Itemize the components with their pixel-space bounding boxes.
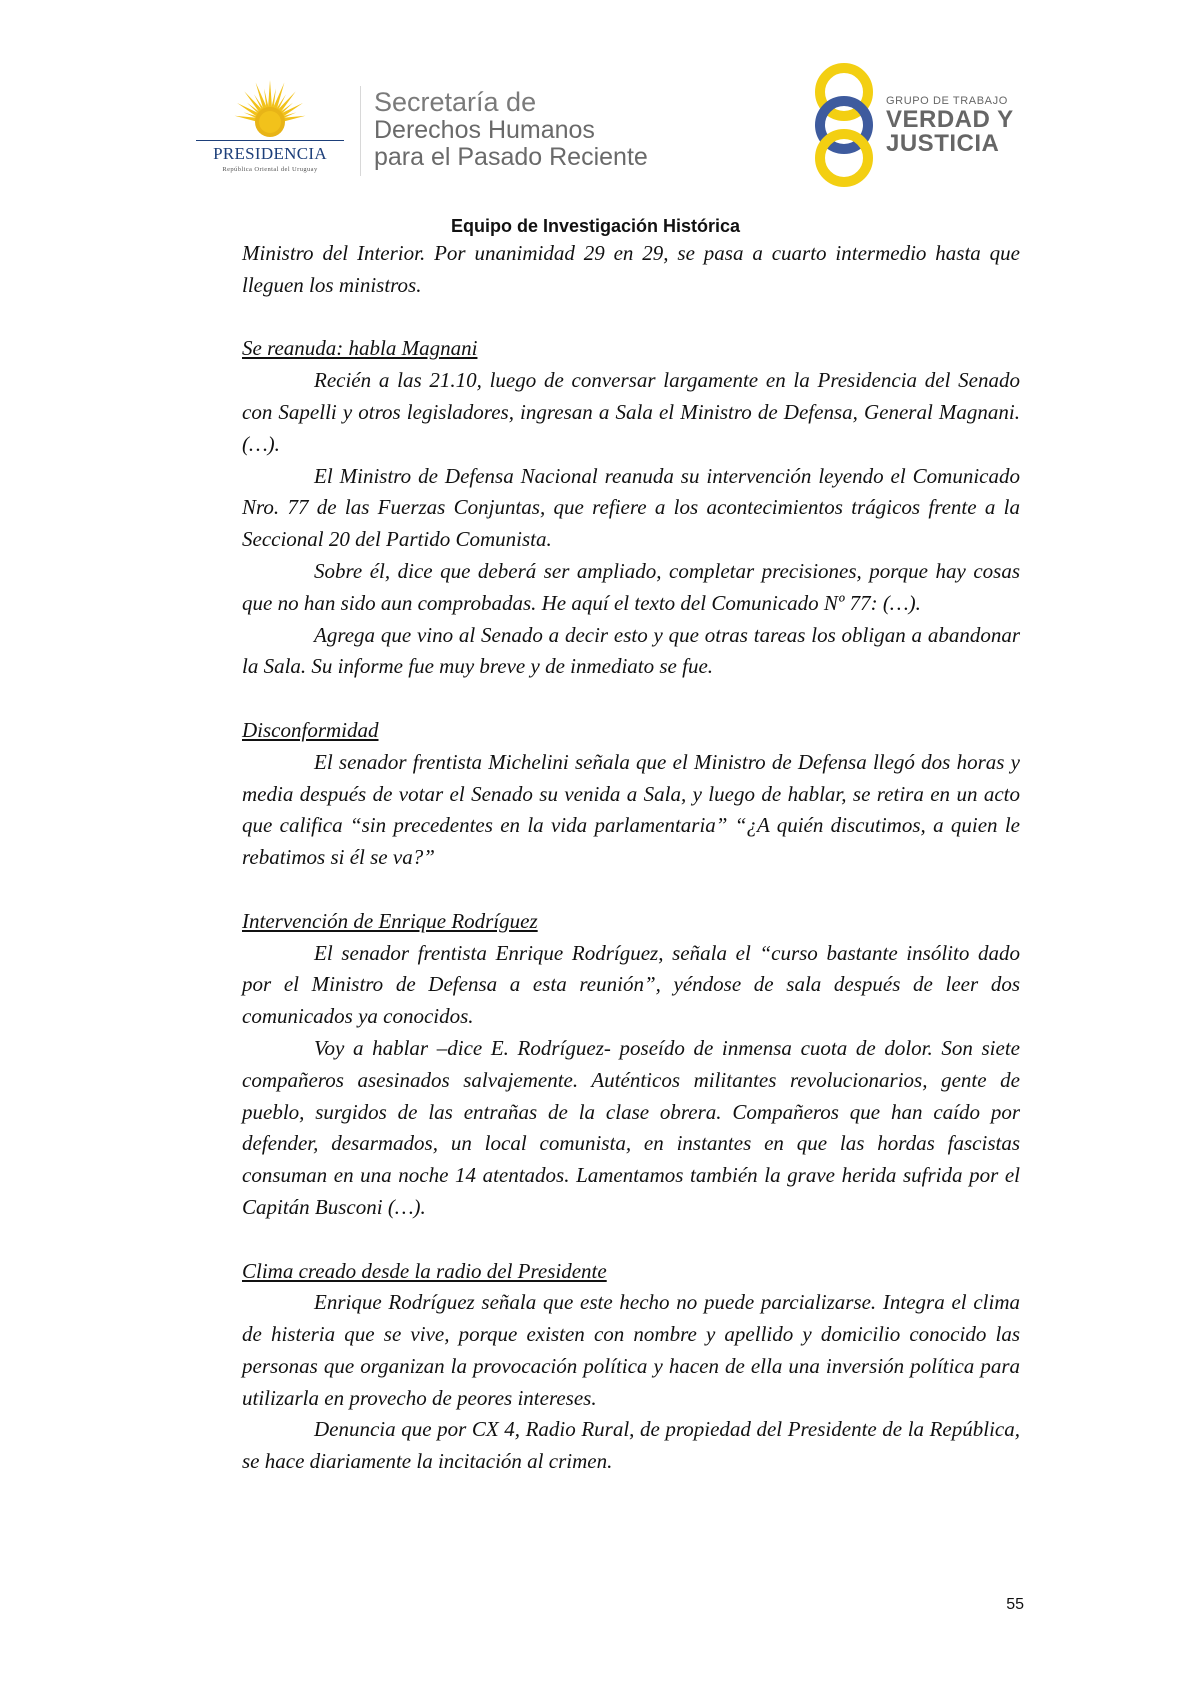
page-header <box>0 0 1191 236</box>
presidencia-name: PRESIDENCIA <box>213 144 327 163</box>
page-number: 55 <box>1006 1596 1024 1613</box>
secretaria-line-3: para el Pasado Reciente <box>374 143 648 171</box>
presidencia-logo <box>190 78 350 178</box>
interlocked-rings-icon <box>810 60 882 190</box>
presidencia-rule <box>196 140 344 141</box>
grupo-line-3: JUSTICIA <box>886 130 1000 157</box>
presidencia-subtitle: República Oriental del Uruguay <box>222 166 318 173</box>
secretaria-logo-text <box>374 88 648 171</box>
sun-icon <box>230 78 310 140</box>
team-title: Equipo de Investigación Histórica <box>450 216 741 236</box>
document-body <box>242 238 1020 1478</box>
intro-paragraph: Ministro del Interior. Por unanimidad 29 en 29, se pasa a cuarto intermedio hasta que lleguen los ministros. <box>242 241 1020 297</box>
body-paragraph: Enrique Rodríguez señala que este hecho no puede parcializarse. Integra el clima de histeria que se vive, porque existen con nombre y apellido y domicilio conocido las personas que organizan la provocación política y hacen de ella una inversión política para utilizarla en provecho de peores intereses. <box>242 1290 1020 1410</box>
body-paragraph: Denuncia que por CX 4, Radio Rural, de propiedad del Presidente de la República, se hace diariamente la incitación al crimen. <box>242 1417 1020 1474</box>
section-heading: Intervención de Enrique Rodríguez <box>242 908 538 933</box>
section-heading: Se reanuda: habla Magnani <box>242 336 478 361</box>
secretaria-line-2: Derechos Humanos <box>374 116 595 144</box>
body-paragraph: Agrega que vino al Senado a decir esto y que otras tareas los obligan a abandonar la Sala. Su informe fue muy breve y de inmediato se fue. <box>242 622 1020 679</box>
secretaria-line-1: Secretaría de <box>374 87 537 117</box>
grupo-line-2: VERDAD Y <box>886 106 1014 133</box>
body-paragraph: El senador frentista Michelini señala que el Ministro de Defensa llegó dos horas y media después de votar el Senado su venida a Sala, y luego de hablar, se retira en un acto que califica “sin precedentes en la vida parlamentaria” “¿A quién discutimos, a quien le rebatimos si él se va?” <box>242 749 1020 870</box>
section-heading: Clima creado desde la radio del Presidente <box>242 1258 607 1283</box>
header-divider <box>360 86 361 176</box>
body-paragraph: Sobre él, dice que deberá ser ampliado, completar precisiones, porque hay cosas que no han sido aun comprobadas. He aquí el texto del Comunicado Nº 77: (…). <box>242 558 1020 615</box>
section-heading: Disconformidad <box>242 717 379 742</box>
body-paragraph: El Ministro de Defensa Nacional reanuda su intervención leyendo el Comunicado Nro. 77 de las Fuerzas Conjuntas, que refiere a los acontecimientos trágicos frente a la Seccional 20 del Partido Comunista. <box>242 463 1020 552</box>
grupo-trabajo-logo <box>810 60 1020 190</box>
grupo-trabajo-text <box>886 94 1014 156</box>
grupo-line-1: GRUPO DE TRABAJO <box>886 95 1008 107</box>
body-paragraph: Voy a hablar –dice E. Rodríguez- poseído de inmensa cuota de dolor. Son siete compañeros asesinados salvajemente. Auténticos militantes revolucionarios, gente de pueblo, surgidos de las entrañas de la clase obrera. Compañeros que han caído por defender, desarmados, un local comunista, en instantes en que las hordas fascistas consuman en una noche 14 atentados. Lamentamos también la grave herida sufrida por el Capitán Busconi (…). <box>242 1035 1020 1219</box>
body-paragraph: Recién a las 21.10, luego de conversar largamente en la Presidencia del Senado con Sapelli y otros legisladores, ingresan a Sala el Ministro de Defensa, General Magnani. (…). <box>242 368 1020 456</box>
body-paragraph: El senador frentista Enrique Rodríguez, señala el “curso bastante insólito dado por el Ministro de Defensa a esta reunión”, yéndose de sala después de leer dos comunicados ya conocidos. <box>242 940 1020 1029</box>
